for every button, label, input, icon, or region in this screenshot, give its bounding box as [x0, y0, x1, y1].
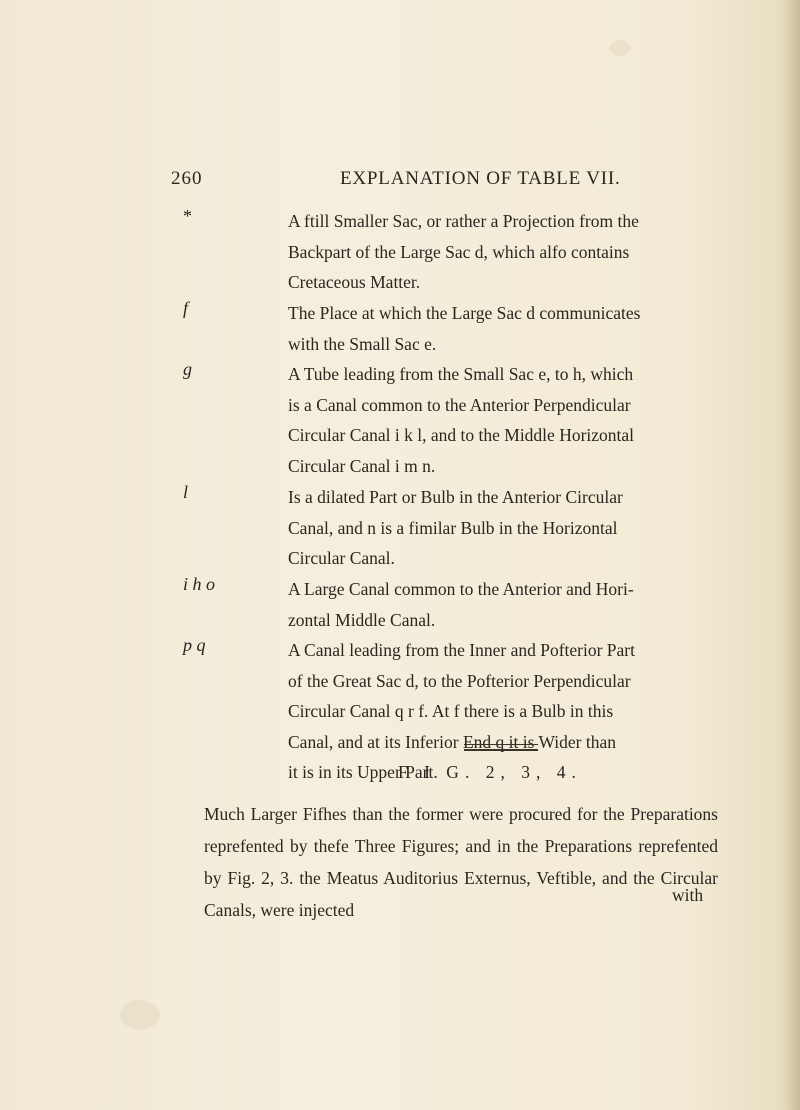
entry-line: zontal Middle Canal. [288, 609, 436, 630]
entry-line: it is in its Upper Part. [288, 762, 438, 782]
entry-line: with the Small Sac e. [288, 333, 437, 354]
entry-line: of the Great Sac d, to the Pofterior Perpendicular [288, 670, 631, 691]
entry-line: A ftill Smaller Sac, or rather a Projection from the [288, 211, 639, 231]
running-head [0, 168, 800, 192]
figure-heading: F I G. 2, 3, 4. [398, 762, 582, 782]
entry-marker: l [183, 482, 189, 502]
entry-line: Canal, and at its Inferior End q it is Wider than [288, 731, 616, 752]
body-paragraph: Much Larger Fifhes than the former were procured for the Preparations reprefented by thefe Three Figures; and in the Preparations reprefented by Fig. 2, 3. the Meatus Auditorius Externus, Veftible, and the Circular Canals, were injected [204, 804, 718, 920]
entry-text [288, 206, 718, 298]
entry-line: Is a dilated Part or Bulb in the Anterior Circular [288, 487, 623, 507]
entry-marker: p q [183, 635, 206, 655]
entry-text [288, 298, 718, 359]
entry-text [288, 574, 718, 635]
entry-line: Canal, and n is a fimilar Bulb in the Horizontal [288, 517, 618, 538]
catchword: with [672, 885, 704, 905]
paper-stain [610, 40, 630, 56]
entry-marker: f [183, 298, 189, 318]
entry-line: Cretaceous Matter. [288, 272, 421, 292]
entry-marker: g [183, 359, 192, 379]
section-divider-rule [464, 744, 538, 751]
entry-line: Backpart of the Large Sac d, which alfo contains [288, 241, 630, 262]
entry-line: Circular Canal q r f. At f there is a Bulb in this [288, 701, 614, 721]
page-number: 260 [171, 168, 203, 189]
entry-line: Circular Canal i k l, and to the Middle Horizontal [288, 425, 635, 445]
entry-marker: * [183, 206, 192, 226]
page-title: EXPLANATION OF TABLE VII. [340, 168, 621, 189]
entry-text [288, 359, 718, 481]
entry-line: Circular Canal. [288, 548, 395, 568]
entry-line: A Canal leading from the Inner and Pofterior Part [288, 640, 635, 660]
entry-line: The Place at which the Large Sac d communicates [288, 303, 641, 323]
entry-line: is a Canal common to the Anterior Perpendicular [288, 394, 631, 415]
entry-line: A Tube leading from the Small Sac e, to h, which [288, 364, 634, 384]
entry-marker: i h o [183, 574, 216, 594]
entry-text [288, 482, 718, 574]
page-edge-shadow [786, 0, 800, 1110]
paper-stain [120, 1000, 160, 1030]
entry-line: A Large Canal common to the Anterior and Hori- [288, 579, 634, 599]
entry-line: Circular Canal i m n. [288, 455, 436, 476]
